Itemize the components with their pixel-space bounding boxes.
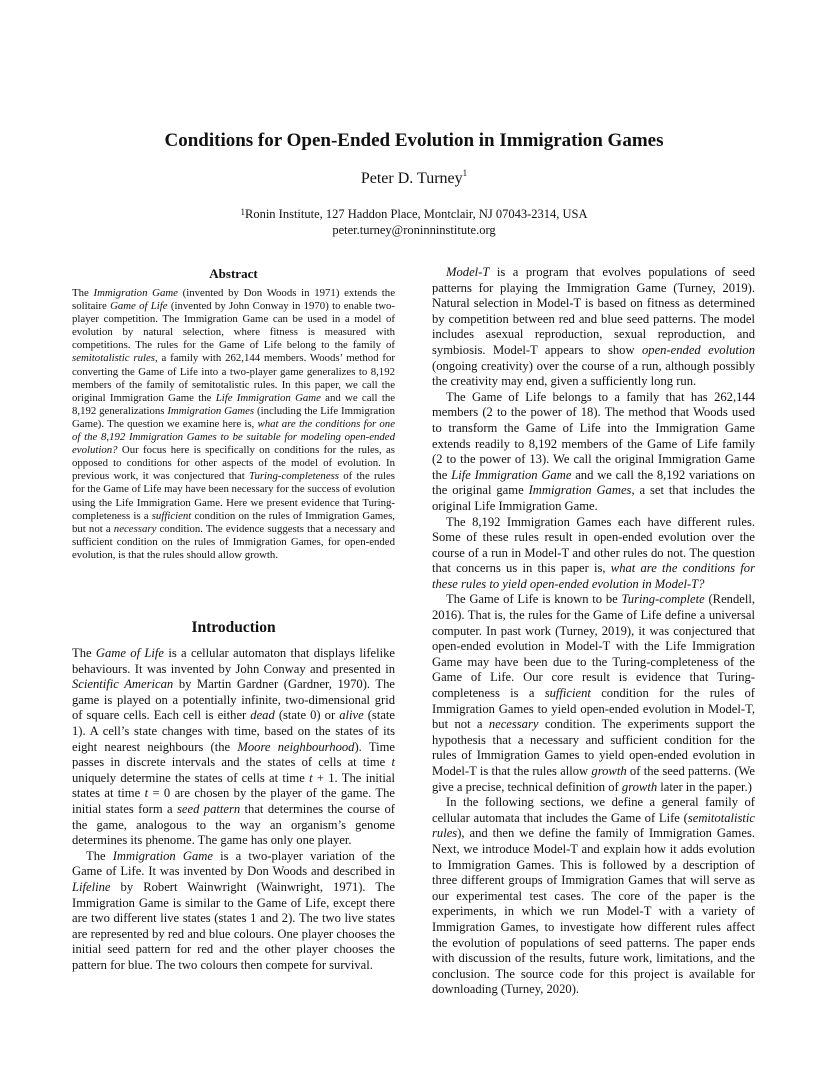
right-paragraph-1: Model-T is a program that evolves populations of seed patterns for playing the Immigration Game (Turney, 2019). Natural selection in Model-T is based on fitness as determined by competition between red and blue seed patterns. The model includes asexual reproduction, sexual reproduction, and symbiosis. Model-T appears to show open-ended evolution (ongoing creativity) over the course of a run, although possibly the creativity may end, given a sufficiently long run. [432, 265, 755, 389]
emphasis-text: sufficient [544, 686, 591, 701]
author-superscript: 1 [462, 168, 468, 178]
emphasis-text: Scientific American [72, 677, 174, 692]
affiliation-superscript: 1 [240, 207, 245, 217]
emphasis-text: t [391, 755, 395, 770]
emphasis-text: t [144, 786, 149, 801]
emphasis-text: Immigration Game [112, 848, 213, 863]
emphasis-text: open-ended evolution [641, 342, 755, 357]
emphasis-text: seed pattern [177, 801, 241, 816]
paper-title: Conditions for Open-Ended Evolution in Immigration Games [164, 130, 664, 151]
emphasis-text: necessary [113, 522, 157, 535]
left-column [72, 266, 395, 562]
intro-paragraph-2: The Immigration Game is a two-player variation of the Game of Life. It was invented by Don Woods and described in Lifeline by Robert Wainwright (Wainwright, 1971). The Immigration Game is similar to the Game of Life, except there are two different live states (states 1 and 2). The two live states are represented by red and blue colours. One player chooses the initial seed pattern for red and the other player chooses the pattern for blue. The two colours then compete for survival. [72, 848, 395, 972]
abstract-paragraph: The Immigration Game (invented by Don Woods in 1971) extends the solitaire Game of Life (invented by John Conway in 1970) to enable two-player competition. The Immigration Game can be used in a model of evolution by natural selection, where fitness is measured with competitions. The rules for the Game of Life belong to the family of semitotalistic rules, a family with 262,144 members. Woods’ method for converting the Game of Life into a two-player game generalizes to 8,192 members of the family of semitotalistic rules. In this paper, we call the original Immigration Game the Life Immigration Game and we call the 8,192 generalizations Immigration Games (including the Life Immigration Game). The question we examine here is, what are the conditions for one of the 8,192 Immigration Games to be suitable for modeling open-ended evolution? Our focus here is specifically on conditions for the rules, as opposed to conditions for other aspects of the model of evolution. In previous work, it was conjectured that Turing-completeness of the rules for the Game of Life may have been necessary for the success of evolution using the Life Immigration Game. Here we present evidence that Turing-completeness is a sufficient condition on the rules of Immigration Games, but not a necessary condition. The evidence suggests that a necessary and sufficient condition on the rules of Immigration Games, for open-ended evolution, is that the rules should allow growth. [72, 287, 396, 561]
affiliation-address: $^1$Ronin Institute, 127 Haddon Place, Montclair, NJ 07043-2314, USA [240, 207, 588, 221]
introduction-section [72, 619, 395, 973]
affiliation-block [0, 206, 828, 238]
right-paragraph-4: The Game of Life is known to be Turing-complete (Rendell, 2016). That is, the rules for the Game of Life define a universal computer. In past work (Turney, 2019), it was conjectured that open-ended evolution in Model-T with the Life Immigration Game may have been due to the Turing-completeness of the Game of Life. Our core result is evidence that Turing-completeness is a sufficient condition for the rules of Immigration Games to yield open-ended evolution in Model-T, but not a necessary condition. The experiments support the hypothesis that a necessary and sufficient condition for the rules of Immigration Games to yield open-ended evolution in Model-T is that the rules allow growth of the seed patterns. (We give a precise, technical definition of growth later in the paper.) [432, 592, 756, 794]
emphasis-text: what are the conditions for one of the 8,192 Immigration Games to be suitable for modeling open-ended evolution? [72, 417, 395, 457]
emphasis-text: necessary [488, 717, 539, 732]
abstract-heading: Abstract [209, 266, 258, 281]
emphasis-text: growth [621, 779, 658, 794]
emphasis-text: Game of Life [95, 646, 165, 660]
emphasis-text: growth [591, 764, 627, 778]
emphasis-text: sufficient [151, 509, 192, 522]
right-paragraph-2: The Game of Life belongs to a family that has 262,144 members (2 to the power of 18). The method that Woods used to transform the Game of Life into the Immigration Game extends readily to 8,192 members of the Game of Life family (2 to the power of 13). We call the original Immigration Game the Life Immigration Game and we call the 8,192 variations on the original game Immigration Games, a set that includes the original Life Immigration Game. [432, 389, 756, 513]
intro-paragraph-1: The Game of Life is a cellular automaton that displays lifelike behaviours. It was invented by John Conway and presented in Scientific American by Martin Gardner (Gardner, 1970). The game is played on a potentially infinite, two-dimensional grid of square cells. Each cell is either dead (state 0) or alive (state 1). A cell’s state changes with time, based on the states of its eight nearest neighbours (the Moore neighbourhood). Time passes in discrete intervals and the states of cells at time t uniquely determine the states of cells at time t + 1. The initial states at time t = 0 are chosen by the player of the game. The initial states form a seed pattern that determines the course of the game, analogous to the way an organism’s genome determines its phenome. The game has only one player. [72, 646, 396, 848]
author-name: Peter D. Turney [360, 170, 463, 187]
affiliation-email[interactable]: peter.turney@roninninstitute.org [332, 223, 496, 237]
introduction-body [72, 646, 395, 973]
emphasis-text: Lifeline [72, 879, 111, 894]
emphasis-text: Game of Life [110, 300, 168, 313]
emphasis-text: Immigration Games [167, 404, 255, 417]
emphasis-text: Immigration Game [93, 287, 178, 299]
emphasis-text: Turing-completeness [249, 470, 340, 483]
introduction-heading: Introduction [191, 619, 276, 636]
right-paragraph-5: In the following sections, we define a general family of cellular automata that includes the Game of Life (semitotalistic rules), and then we define the family of Immigration Games. Next, we introduce Model-T and explain how it adds evolution to Immigration Games. This is followed by a description of three different groups of Immigration Games that will serve as our experimental test cases. The core of the paper is the experiments, in which we run Model-T with a variety of Immigration Games, to investigate how different rules affect the evolution of populations of seed patterns. The paper ends with discussion of the results, future work, limitations, and the conclusion. The source code for this project is available for downloading (Turney, 2020). [432, 795, 755, 997]
right-paragraph-3: The 8,192 Immigration Games each have different rules. Some of these rules result in open-ended evolution over the course of a run in Model-T and other rules do not. The question that concerns us in this paper is, what are the conditions for these rules to yield open-ended evolution in Model-T? [432, 514, 755, 591]
emphasis-text: semitotalistic rules [432, 810, 755, 841]
author-line [0, 170, 828, 188]
emphasis-text: Turing-complete [621, 592, 705, 607]
emphasis-text: Life Immigration Game [215, 391, 321, 404]
emphasis-text: Immigration Games [528, 483, 632, 498]
right-column [432, 265, 755, 998]
emphasis-text: what are the conditions for these rules to yield open-ended evolution in Model-T? [432, 561, 755, 591]
emphasis-text: semitotalistic rules [72, 352, 155, 365]
emphasis-text: Life Immigration Game [451, 467, 572, 482]
emphasis-text: t [309, 770, 313, 785]
emphasis-text: dead [250, 708, 275, 723]
emphasis-text: Model-T [446, 265, 490, 279]
emphasis-text: alive [339, 708, 364, 723]
abstract-body [72, 287, 395, 562]
emphasis-text: Moore neighbourhood [237, 739, 355, 754]
